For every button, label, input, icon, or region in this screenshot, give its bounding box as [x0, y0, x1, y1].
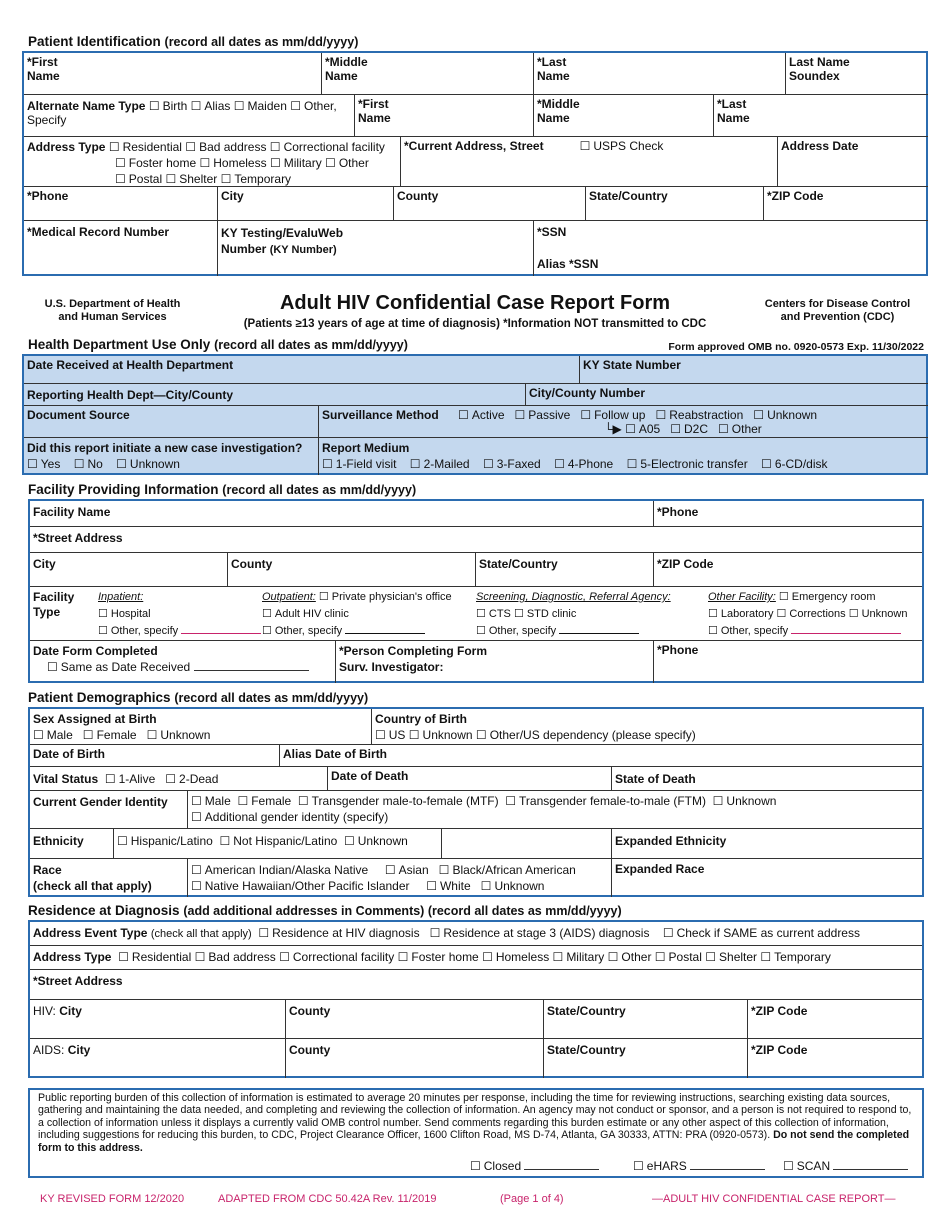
city-field[interactable]: City	[218, 187, 394, 221]
ehars-checkbox[interactable]: ☐ eHARS	[633, 1160, 765, 1172]
sex-female-checkbox[interactable]: ☐ Female	[83, 728, 137, 742]
date-completed-field[interactable]: Date Form Completed ☐ Same as Date Received	[30, 641, 336, 683]
res-shelter-checkbox[interactable]: ☐ Shelter	[705, 950, 757, 964]
other-other-checkbox[interactable]: ☐ Other, specify	[708, 625, 788, 637]
addr-other-checkbox[interactable]: ☐ Other	[325, 156, 369, 170]
facility-county-field[interactable]: County	[228, 553, 476, 587]
addr-residential-checkbox[interactable]: ☐ Residential	[109, 140, 182, 154]
addr-temporary-checkbox[interactable]: ☐ Temporary	[221, 172, 291, 186]
omb-label: Form approved OMB no. 0920-0573 Exp. 11/30/2022	[668, 341, 924, 353]
date-of-death-field[interactable]: Date of Death	[328, 767, 612, 791]
reporting-dept-field[interactable]: Reporting Health Dept—City/County	[24, 384, 526, 406]
res-residential-checkbox[interactable]: ☐ Residential	[118, 950, 191, 964]
addr-shelter-checkbox[interactable]: ☐ Shelter	[165, 172, 217, 186]
res-other-checkbox[interactable]: ☐ Other	[608, 950, 652, 964]
state-country-field[interactable]: State/Country	[586, 187, 764, 221]
gender-unknown-checkbox[interactable]: ☐ Unknown	[713, 794, 777, 808]
gender-options[interactable]	[188, 791, 922, 829]
scan-checkbox[interactable]: ☐ SCAN	[783, 1160, 908, 1172]
aids-zip-field[interactable]: *ZIP Code	[751, 1043, 808, 1057]
current-street-field[interactable]: *Current Address, Street☐ USPS Check	[401, 137, 778, 187]
race-label: Race (check all that apply)	[30, 859, 188, 897]
surv-active-checkbox[interactable]: ☐ Active	[458, 408, 504, 422]
screening-std-checkbox[interactable]: ☐ STD clinic	[514, 608, 576, 620]
surv-d2c-checkbox[interactable]: ☐ D2C	[670, 422, 708, 436]
state-of-death-field[interactable]: State of Death	[612, 767, 922, 791]
demographics-heading: Patient Demographics (record all dates as mm/dd/yyyy)	[28, 690, 369, 705]
alt-maiden-checkbox[interactable]: ☐ Maiden	[234, 99, 287, 113]
facility-name-field[interactable]: Facility Name	[30, 501, 654, 527]
facility-frame	[28, 499, 924, 683]
facility-type: Facility Type Inpatient: ☐ Hospital ☐ Other, specify Outpatient: ☐ Private physician's office ☐ Adult HIV clinic ☐ Other, specify Screening, Diagnostic, Referral Agency: ☐ CTS ☐ STD clinic ☐ Other, specify Other Facility: ☐ Emergency room ☐ Laboratory ☐ Corrections ☐ Unknown ☐ Other, specify	[30, 587, 922, 641]
patient-id-frame	[22, 51, 928, 276]
other-er-checkbox[interactable]: ☐ Emergency room	[779, 591, 876, 603]
race-white-checkbox[interactable]: ☐ White	[426, 879, 470, 893]
form-title: Adult HIV Confidential Case Report Form	[279, 292, 671, 314]
country-other-checkbox[interactable]: ☐ Other/US dependency (please specify)	[476, 728, 696, 742]
res-foster-checkbox[interactable]: ☐ Foster home	[398, 950, 479, 964]
new-case-question[interactable]: Did this report initiate a new case investigation? ☐ Yes ☐ No ☐ Unknown	[24, 438, 319, 475]
gender-additional-checkbox[interactable]: ☐ Additional gender identity (specify)	[191, 810, 388, 824]
arrow-icon: └▶	[604, 422, 622, 436]
surveillance-method[interactable]: Surveillance Method ☐ Active ☐ Passive ☐ Follow up ☐ Reabstraction ☐ Unknown └▶ ☐ A05 ☐ D2C ☐ Other	[319, 406, 928, 438]
cdc-label: Centers for Disease Control and Prevention (CDC)	[764, 298, 911, 323]
mrn-field[interactable]: *Medical Record Number	[24, 221, 218, 276]
hiv-state-field[interactable]: State/Country	[544, 1000, 748, 1039]
sex-male-checkbox[interactable]: ☐ Male	[33, 728, 73, 742]
first-name-field[interactable]: *First Name	[24, 53, 322, 95]
facility-street-field[interactable]: *Street Address	[30, 527, 922, 553]
phone-field[interactable]: *Phone	[24, 187, 218, 221]
alt-name-type[interactable]: Alternate Name Type ☐ Birth ☐ Alias ☐ Maiden ☐ Other, Specify	[24, 95, 355, 137]
alt-alias-checkbox[interactable]: ☐ Alias	[191, 99, 231, 113]
form-subtitle: (Patients ≥13 years of age at time of diagnosis) *Information NOT transmitted to CDC	[243, 318, 707, 330]
event-aids-checkbox[interactable]: ☐ Residence at stage 3 (AIDS) diagnosis	[430, 926, 650, 940]
facility-zip-field[interactable]: *ZIP Code	[654, 553, 922, 587]
ethnicity-options[interactable]	[114, 829, 442, 859]
race-black-checkbox[interactable]: ☐ Black/African American	[439, 863, 576, 877]
race-aian-checkbox[interactable]: ☐ American Indian/Alaska Native	[191, 863, 368, 877]
surv-followup-checkbox[interactable]: ☐ Follow up	[580, 408, 645, 422]
race-asian-checkbox[interactable]: ☐ Asian	[385, 863, 429, 877]
inpatient-other-checkbox[interactable]: ☐ Other, specify	[98, 625, 178, 637]
res-homeless-checkbox[interactable]: ☐ Homeless	[482, 950, 549, 964]
demographics-frame	[28, 707, 924, 897]
race-nhpi-checkbox[interactable]: ☐ Native Hawaiian/Other Pacific Islander	[191, 879, 410, 893]
residence-heading: Residence at Diagnosis (add additional addresses in Comments) (record all dates as mm/dd/yyyy)	[28, 903, 622, 918]
document-source-field[interactable]: Document Source	[24, 406, 319, 438]
medium-cd-checkbox[interactable]: ☐ 6-CD/disk	[761, 457, 827, 471]
vital-status[interactable]: Vital Status ☐ 1-Alive ☐ 2-Dead	[30, 767, 328, 791]
dob-field[interactable]: Date of Birth	[30, 745, 280, 767]
address-type[interactable]: Address Type ☐ Residential ☐ Bad address ☐ Correctional facility ☐ Foster home ☐ Homeless ☐ Military ☐ Other ☐ Postal ☐ Shelter ☐ Temporary	[24, 137, 401, 187]
country-unknown-checkbox[interactable]: ☐ Unknown	[409, 728, 473, 742]
addr-bad-checkbox[interactable]: ☐ Bad address	[185, 140, 266, 154]
health-dept-frame	[22, 354, 928, 475]
last-name-field[interactable]: *Last Name	[534, 53, 786, 95]
residence-frame	[28, 920, 924, 1078]
addr-correctional-checkbox[interactable]: ☐ Correctional facility	[270, 140, 385, 154]
person-completing-field[interactable]: *Person Completing Form Surv. Investigator:	[336, 641, 654, 683]
facility-state-field[interactable]: State/Country	[476, 553, 654, 587]
facility-heading: Facility Providing Information (record all dates as mm/dd/yyyy)	[28, 482, 417, 497]
outpatient-private-checkbox[interactable]: ☐ Private physician's office	[319, 591, 452, 603]
race-options[interactable]	[188, 859, 612, 897]
facility-phone-field[interactable]: *Phone	[654, 501, 922, 527]
vital-alive-checkbox[interactable]: ☐ 1-Alive	[105, 772, 155, 786]
addr-homeless-checkbox[interactable]: ☐ Homeless	[199, 156, 266, 170]
alt-middle-name-field[interactable]: *Middle Name	[534, 95, 714, 137]
eth-not-hispanic-checkbox[interactable]: ☐ Not Hispanic/Latino	[220, 834, 338, 848]
ethnicity-blank	[442, 829, 612, 859]
alt-other-checkbox[interactable]: ☐ Other, Specify	[27, 99, 337, 127]
event-hiv-checkbox[interactable]: ☐ Residence at HIV diagnosis	[258, 926, 419, 940]
other-corrections-checkbox[interactable]: ☐ Corrections	[777, 608, 846, 620]
surv-unknown-checkbox[interactable]: ☐ Unknown	[753, 408, 817, 422]
county-field[interactable]: County	[394, 187, 586, 221]
last-name-soundex-field[interactable]: Last Name Soundex	[786, 53, 928, 95]
same-as-received-checkbox[interactable]: ☐ Same as Date Received	[47, 660, 190, 674]
vital-dead-checkbox[interactable]: ☐ 2-Dead	[165, 772, 218, 786]
middle-name-field[interactable]: *Middle Name	[322, 53, 534, 95]
closed-checkbox[interactable]: ☐ Closed	[470, 1160, 599, 1172]
addr-foster-checkbox[interactable]: ☐ Foster home	[115, 156, 196, 170]
alt-last-name-field[interactable]: *Last Name	[714, 95, 928, 137]
hiv-city-field[interactable]: HIV: City	[30, 1000, 286, 1039]
date-received-field[interactable]: Date Received at Health Department	[24, 356, 580, 384]
new-case-no-checkbox[interactable]: ☐ No	[74, 457, 103, 471]
gender-ftm-checkbox[interactable]: ☐ Transgender female-to-male (FTM)	[505, 794, 706, 808]
inpatient-hospital-checkbox[interactable]: ☐ Hospital	[98, 608, 151, 620]
other-unknown-checkbox[interactable]: ☐ Unknown	[849, 608, 908, 620]
hiv-county-field[interactable]: County	[286, 1000, 544, 1039]
screening-other-checkbox[interactable]: ☐ Other, specify	[476, 625, 556, 637]
gender-label: Current Gender Identity	[30, 791, 188, 829]
aids-state-field[interactable]: State/Country	[544, 1039, 748, 1078]
footer-revised: KY REVISED FORM 12/2020	[40, 1193, 185, 1205]
alt-first-name-field[interactable]: *First Name	[355, 95, 534, 137]
new-case-yes-checkbox[interactable]: ☐ Yes	[27, 457, 60, 471]
new-case-unknown-checkbox[interactable]: ☐ Unknown	[116, 457, 180, 471]
res-temporary-checkbox[interactable]: ☐ Temporary	[760, 950, 830, 964]
alias-ssn-field[interactable]: Alias *SSN	[537, 257, 599, 271]
same-address-checkbox[interactable]: ☐ Check if SAME as current address	[663, 926, 860, 940]
gender-male-checkbox[interactable]: ☐ Male	[191, 794, 231, 808]
footer-page: (Page 1 of 4)	[500, 1193, 564, 1205]
expanded-ethnicity-field[interactable]: Expanded Ethnicity	[612, 829, 922, 859]
surv-reabstraction-checkbox[interactable]: ☐ Reabstraction	[655, 408, 743, 422]
expanded-race-field[interactable]: Expanded Race	[615, 862, 705, 876]
footer-title: —ADULT HIV CONFIDENTIAL CASE REPORT—	[652, 1193, 896, 1205]
zip-field[interactable]: *ZIP Code	[764, 187, 928, 221]
residence-street-field[interactable]: *Street Address	[30, 970, 922, 1000]
ethnicity-label: Ethnicity	[30, 829, 114, 859]
hhs-label: U.S. Department of Health and Human Services	[44, 298, 181, 323]
medium-phone-checkbox[interactable]: ☐ 4-Phone	[554, 457, 613, 471]
addr-postal-checkbox[interactable]: ☐ Postal	[115, 172, 162, 186]
city-county-number-field[interactable]: City/County Number	[526, 384, 928, 406]
address-event-type[interactable]: Address Event Type (check all that apply) ☐ Residence at HIV diagnosis ☐ Residence at stage 3 (AIDS) diagnosis ☐ Check if SAME as current address	[30, 922, 922, 946]
gender-female-checkbox[interactable]: ☐ Female	[237, 794, 291, 808]
eth-unknown-checkbox[interactable]: ☐ Unknown	[344, 834, 408, 848]
country-of-birth[interactable]: Country of Birth ☐ US ☐ Unknown ☐ Other/US dependency (please specify)	[372, 709, 922, 745]
alias-dob-field[interactable]: Alias Date of Birth	[280, 745, 922, 767]
residence-address-type[interactable]: Address Type ☐ Residential ☐ Bad address ☐ Correctional facility ☐ Foster home ☐ Homeless ☐ Military ☐ Other ☐ Postal ☐ Shelter ☐ Temporary	[30, 946, 922, 970]
surv-other-checkbox[interactable]: ☐ Other	[718, 422, 762, 436]
country-us-checkbox[interactable]: ☐ US	[375, 728, 405, 742]
patient-id-heading: Patient Identification (record all dates as mm/dd/yyyy)	[28, 34, 359, 49]
facility-city-field[interactable]: City	[30, 553, 228, 587]
screening-cts-checkbox[interactable]: ☐ CTS	[476, 608, 511, 620]
sex-unknown-checkbox[interactable]: ☐ Unknown	[147, 728, 211, 742]
res-bad-checkbox[interactable]: ☐ Bad address	[195, 950, 276, 964]
medium-faxed-checkbox[interactable]: ☐ 3-Faxed	[483, 457, 541, 471]
aids-city-field[interactable]: AIDS: City	[30, 1039, 286, 1078]
res-correctional-checkbox[interactable]: ☐ Correctional facility	[279, 950, 394, 964]
address-date-field[interactable]: Address Date	[778, 137, 928, 187]
medium-electronic-checkbox[interactable]: ☐ 5-Electronic transfer	[627, 457, 748, 471]
res-postal-checkbox[interactable]: ☐ Postal	[655, 950, 702, 964]
report-medium[interactable]: Report Medium ☐ 1-Field visit ☐ 2-Mailed ☐ 3-Faxed ☐ 4-Phone ☐ 5-Electronic transfer ☐ 6-CD/disk	[319, 438, 928, 475]
res-military-checkbox[interactable]: ☐ Military	[553, 950, 605, 964]
surv-a05-checkbox[interactable]: ☐ A05	[625, 422, 660, 436]
footer-adapted: ADAPTED FROM CDC 50.42A Rev. 11/2019	[218, 1193, 437, 1205]
other-lab-checkbox[interactable]: ☐ Laboratory	[708, 608, 773, 620]
hiv-zip-field[interactable]: *ZIP Code	[748, 1000, 922, 1039]
surv-passive-checkbox[interactable]: ☐ Passive	[515, 408, 571, 422]
addr-military-checkbox[interactable]: ☐ Military	[270, 156, 322, 170]
ssn-field[interactable]: *SSN Alias *SSN	[534, 221, 928, 276]
medium-field-visit-checkbox[interactable]: ☐ 1-Field visit	[322, 457, 396, 471]
outpatient-hiv-clinic-checkbox[interactable]: ☐ Adult HIV clinic	[262, 608, 349, 620]
person-phone-field[interactable]: *Phone	[657, 643, 699, 657]
burden-statement: Public reporting burden of this collection of information is estimated to average 20 minutes per response, including the time for reviewing instructions, searching existing data sources, gathering and maintaining the data needed, and completing and reviewing the collection of information. An agency may not conduct or sponsor, and a person is not required to respond to, a collection of information unless it displays a currently valid OMB control number. Send comments regarding this burden estimate or any other aspect of this collection of information, including suggestions for reducing this burden, to CDC, Project Clearance Officer, 1600 Clifton Road, MS D-74, Atlanta, GA 30333, ATTN: PRA (0920-0573). Do not send the completed form to this address. ☐ Closed ☐ eHARS ☐ SCAN	[28, 1088, 924, 1178]
gender-mtf-checkbox[interactable]: ☐ Transgender male-to-female (MTF)	[298, 794, 499, 808]
medium-mailed-checkbox[interactable]: ☐ 2-Mailed	[410, 457, 470, 471]
outpatient-other-checkbox[interactable]: ☐ Other, specify	[262, 625, 342, 637]
eth-hispanic-checkbox[interactable]: ☐ Hispanic/Latino	[117, 834, 213, 848]
alt-birth-checkbox[interactable]: ☐ Birth	[149, 99, 187, 113]
health-dept-heading: Health Department Use Only (record all dates as mm/dd/yyyy)	[28, 337, 408, 352]
aids-county-field[interactable]: County	[286, 1039, 544, 1078]
sex-at-birth[interactable]: Sex Assigned at Birth ☐ Male ☐ Female ☐ Unknown	[30, 709, 372, 745]
usps-check-checkbox[interactable]: ☐ USPS Check	[580, 139, 664, 153]
ky-testing-field[interactable]: KY Testing/EvaluWeb Number (KY Number)	[218, 221, 534, 276]
race-unknown-checkbox[interactable]: ☐ Unknown	[481, 879, 545, 893]
ky-state-number-field[interactable]: KY State Number	[580, 356, 928, 384]
